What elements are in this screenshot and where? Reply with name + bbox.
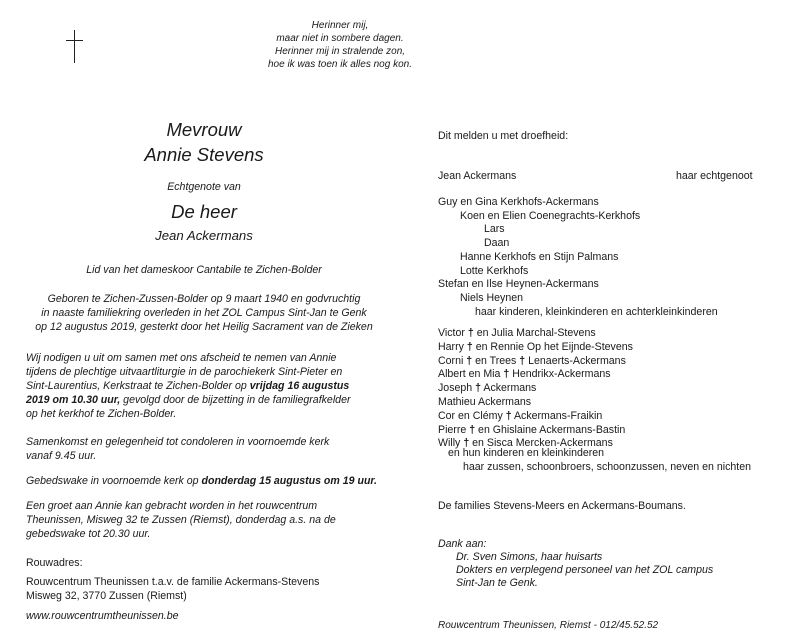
family-member: Daan	[484, 237, 510, 250]
sibling-line	[438, 327, 596, 339]
address-line: Misweg 32, 3770 Zussen (Riemst)	[26, 590, 187, 602]
sibling-line	[438, 382, 536, 394]
family-member: Hanne Kerkhofs en Stijn Palmans	[460, 250, 619, 263]
spouse-intro: Echtgenote van	[167, 181, 241, 193]
invite-text: gevolgd door de bijzetting in de familiegrafkelder	[120, 394, 351, 406]
sibling-text: Mathieu Ackermans	[438, 396, 532, 408]
wake-date: donderdag 15 augustus om 19 uur.	[201, 475, 377, 487]
wake-line	[26, 475, 377, 487]
sibling-tail: en hun kinderen en kleinkinderen	[448, 447, 605, 459]
deceased-cross-icon: †	[467, 327, 474, 339]
sibling-text: en Rennie Op het Eijnde-Stevens	[472, 340, 633, 353]
sibling-line	[438, 355, 626, 367]
deceased-cross-icon: †	[505, 409, 512, 422]
deceased-cross-icon: †	[463, 437, 470, 450]
family-member: Lars	[484, 223, 505, 236]
sibling-text: Pierre	[438, 423, 470, 436]
deceased-cross-icon: †	[466, 354, 473, 367]
sibling-line	[438, 424, 625, 436]
website-link[interactable]: www.rouwcentrumtheunissen.be	[26, 610, 179, 622]
greeting-line: Een groet aan Annie kan gebracht worden in het rouwcentrum	[26, 500, 318, 512]
invite-line: tijdens de plechtige uitvaartliturgie in de parochiekerk Sint-Pieter en	[26, 366, 343, 378]
bio-line: Geboren te Zichen-Zussen-Bolder op 9 maart 1940 en godvruchtig	[47, 293, 361, 305]
family-member: Stefan en Ilse Heynen-Ackermans	[438, 278, 599, 291]
announce-intro: Dit melden u met droefheid:	[438, 130, 569, 142]
deceased-name: Annie Stevens	[144, 144, 264, 165]
thanks-line: Dokters en verplegend personeel van het ZOL campus	[456, 564, 714, 576]
sibling-text: en Trees	[472, 354, 520, 367]
sibling-text: Joseph	[438, 382, 476, 395]
spouse-title: De heer	[171, 201, 237, 222]
footer: Rouwcentrum Theunissen, Riemst - 012/45.52.52	[438, 620, 659, 631]
family-member: Guy en Gina Kerkhofs-Ackermans	[438, 196, 599, 208]
thanks-label: Dank aan:	[438, 538, 487, 550]
deceased-cross-icon: †	[519, 354, 526, 367]
wake-text: Gebedswake in voornoemde kerk op	[26, 475, 202, 487]
family-member: Koen en Elien Coenegrachts-Kerkhofs	[460, 209, 641, 222]
deceased-cross-icon: †	[469, 423, 476, 436]
sibling-text: en Ghislaine Ackermans-Bastin	[475, 423, 626, 436]
invite-text: Sint-Laurentius, Kerkstraat te Zichen-Bolder op	[26, 380, 250, 392]
deceased-cross-icon: †	[503, 368, 510, 381]
sibling-text: Lenaerts-Ackermans	[525, 354, 626, 367]
invite-line: Wij nodigen u uit om samen met ons afscheid te nemen van Annie	[26, 352, 337, 364]
sibling-text: Ackermans	[481, 382, 537, 395]
sibling-line	[438, 341, 633, 353]
sibling-line	[438, 410, 602, 422]
family-member: Niels Heynen	[460, 291, 524, 304]
sibling-line	[438, 368, 611, 380]
poem-line: hoe ik was toen ik alles nog kon.	[268, 59, 412, 70]
sibling-text: Harry	[438, 340, 467, 353]
address-line: Rouwcentrum Theunissen t.a.v. de familie Ackermans-Stevens	[26, 576, 320, 588]
families: De families Stevens-Meers en Ackermans-Boumans.	[438, 500, 686, 512]
thanks-line: Sint-Jan te Genk.	[456, 577, 538, 589]
greeting-line: gebedswake tot 20.30 uur.	[26, 528, 151, 540]
deceased-cross-icon: †	[466, 340, 473, 353]
thanks-line: Dr. Sven Simons, haar huisarts	[456, 551, 603, 563]
spouse-name: Jean Ackermans	[155, 228, 253, 243]
address-label: Rouwadres:	[26, 557, 83, 569]
membership: Lid van het dameskoor Cantabile te Zichen-Bolder	[86, 264, 322, 276]
sibling-tail: haar zussen, schoonbroers, schoonzussen, neven en nichten	[463, 461, 751, 473]
husband-name: Jean Ackermans	[438, 170, 517, 182]
poem-line: maar niet in sombere dagen.	[276, 33, 404, 44]
family-member: haar kinderen, kleinkinderen en achterkleinkinderen	[475, 305, 718, 318]
sibling-text: Cor en Clémy	[438, 409, 506, 422]
sibling-text: Victor	[438, 327, 468, 339]
invite-line	[26, 394, 351, 406]
funeral-date: vrijdag 16 augustus	[249, 380, 350, 392]
sibling-text: Corni	[438, 354, 467, 367]
invite-line	[26, 380, 349, 392]
sibling-text: Ackermans-Fraikin	[511, 409, 603, 422]
deceased-title: Mevrouw	[166, 119, 242, 140]
bio-line: in naaste familiekring overleden in het ZOL Campus Sint-Jan te Genk	[41, 307, 367, 319]
sibling-text: Hendrikx-Ackermans	[509, 368, 611, 381]
funeral-time: 2019 om 10.30 uur,	[26, 394, 121, 406]
poem-line: Herinner mij in stralende zon,	[274, 46, 406, 57]
deceased-cross-icon: †	[475, 382, 482, 395]
sibling-text: Willy	[438, 437, 464, 450]
sibling-text: Albert en Mia	[438, 368, 504, 381]
sibling-text: en Sisca Mercken-Ackermans	[469, 437, 613, 450]
poem-line: Herinner mij,	[311, 20, 369, 31]
husband-role: haar echtgenoot	[676, 170, 753, 182]
condolence-line: Samenkomst en gelegenheid tot condoleren in voornoemde kerk	[26, 436, 330, 448]
sibling-line	[438, 396, 531, 408]
bio-line: op 12 augustus 2019, gesterkt door het Heilig Sacrament van de Zieken	[35, 321, 373, 333]
condolence-line: vanaf 9.45 uur.	[26, 450, 97, 462]
greeting-line: Theunissen, Misweg 32 te Zussen (Riemst), donderdag a.s. na de	[26, 514, 336, 526]
sibling-text: en Julia Marchal-Stevens	[473, 327, 596, 339]
family-member: Lotte Kerkhofs	[460, 264, 529, 277]
invite-line: op het kerkhof te Zichen-Bolder.	[26, 408, 177, 420]
